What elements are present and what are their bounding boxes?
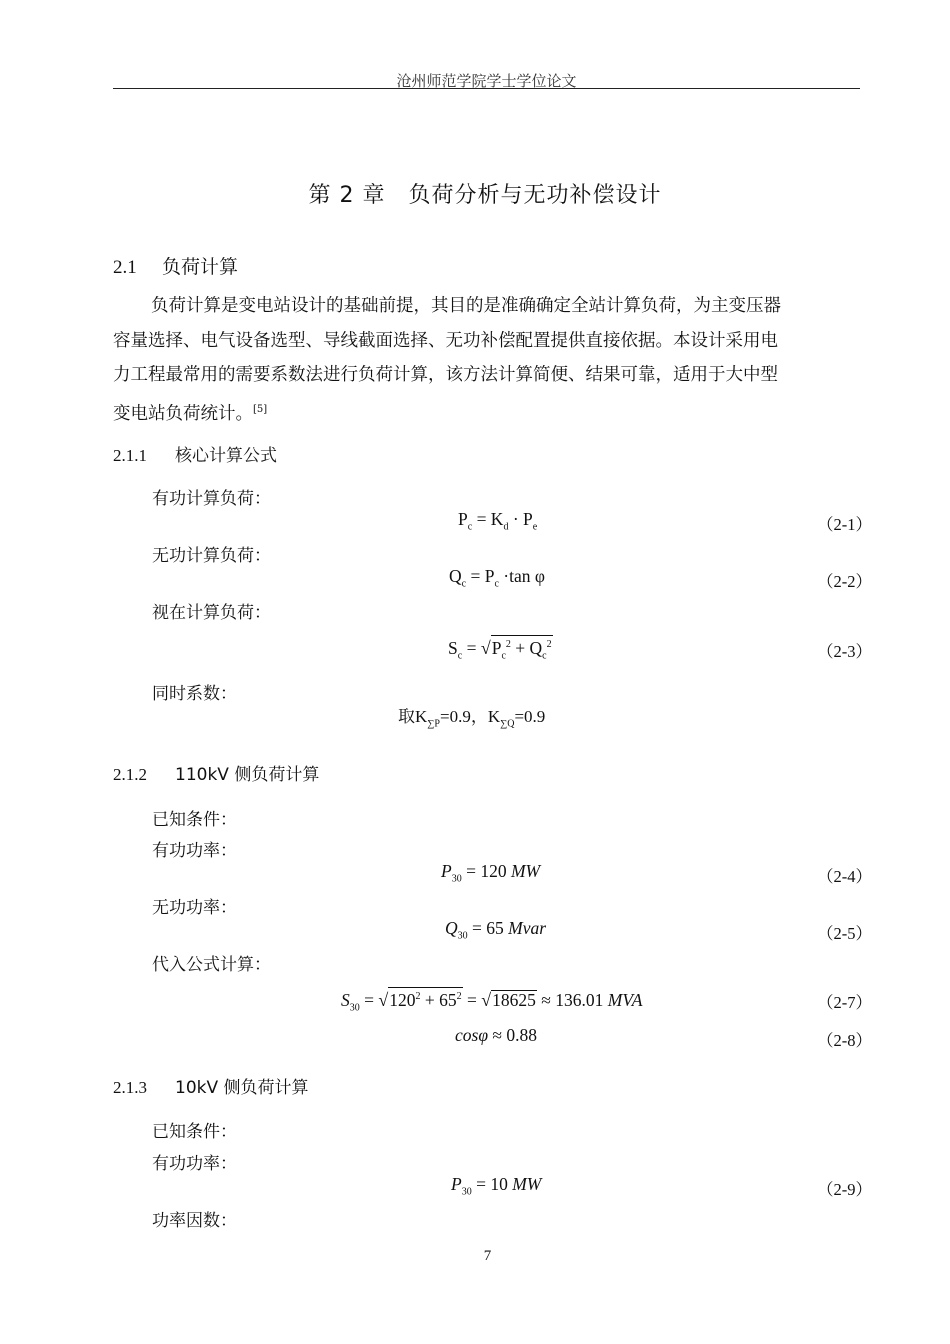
- equation-2-9: $P_{30} = 10$ MW: [451, 1174, 542, 1198]
- paragraph-line: 容量选择、电气设备选型、导线截面选择、无功补偿配置提供直接依据。本设计采用电: [113, 330, 778, 351]
- label-known: 已知条件：: [152, 1122, 237, 1142]
- simultaneity-values: 取$K_{\sum P}=0.9$，$K_{\sum Q}=0.9$: [398, 707, 546, 730]
- label-power-factor: 功率因数：: [152, 1211, 237, 1231]
- label-simultaneity: 同时系数：: [152, 684, 237, 704]
- intro-paragraph: [113, 289, 861, 431]
- section-number: 2.1.3: [113, 1078, 147, 1097]
- label-reactive-load: 无功计算负荷：: [152, 546, 271, 566]
- label-active-load: 有功计算负荷：: [152, 489, 271, 509]
- equation-2-8: cosφ ≈ 0.88: [455, 1025, 537, 1045]
- label-active-power: 有功功率：: [152, 1154, 237, 1174]
- equation-number: （2-9）: [817, 1180, 872, 1199]
- page-number: 7: [483, 1248, 492, 1264]
- section-title: 核心计算公式: [175, 446, 277, 466]
- equation-2-3: $S_c = √P_c^2 + Q_c^2$: [448, 635, 553, 665]
- section-number: 2.1.1: [113, 446, 147, 465]
- equation-2-1: $P_c = K_d \cdot P_e$: [458, 509, 538, 533]
- equation-number: （2-3）: [817, 642, 872, 661]
- section-title: 110kV 侧负荷计算: [175, 765, 320, 785]
- paragraph-line: 负荷计算是变电站设计的基础前提，其目的是准确确定全站计算负荷，为主变压器: [151, 296, 781, 316]
- equation-2-4: $P_{30} = 120$ MW: [441, 861, 541, 885]
- section-title: 10kV 侧负荷计算: [175, 1078, 309, 1098]
- section-heading-2-1-2: [113, 760, 319, 785]
- citation-ref: [5]: [253, 403, 268, 415]
- section-heading-2-1-3: [113, 1073, 309, 1098]
- equation-2-5: $Q_{30} = 65$ Mvar: [445, 918, 547, 942]
- label-substitute: 代入公式计算：: [152, 955, 271, 975]
- equation-2-2: $Q_c = P_c \cdot\tan$ φ: [449, 566, 545, 590]
- section-number: 2.1.2: [113, 765, 147, 784]
- label-active-power: 有功功率：: [152, 841, 237, 861]
- label-apparent-load: 视在计算负荷：: [152, 603, 271, 623]
- section-number: 2.1: [113, 257, 137, 278]
- paragraph-line: 变电站负荷统计。: [113, 403, 253, 424]
- label-known: 已知条件：: [152, 810, 237, 830]
- equation-number: （2-1）: [817, 515, 872, 534]
- equation-2-7: $S_{30} = √120^2 + 65^2 = √18625 \approx 136.01$ MVA: [341, 987, 642, 1013]
- section-heading-2-1: [113, 252, 238, 279]
- equation-number: （2-2）: [817, 572, 872, 591]
- equation-number: （2-7）: [817, 993, 872, 1012]
- section-title: 负荷计算: [162, 256, 239, 278]
- equation-number: （2-5）: [817, 924, 872, 943]
- label-reactive-power: 无功功率：: [152, 898, 237, 918]
- equation-number: （2-4）: [817, 867, 872, 886]
- equation-number: （2-8）: [817, 1031, 872, 1050]
- page-header: 沧州师范学院学士学位论文: [396, 72, 577, 90]
- chapter-title: 第 2 章 负荷分析与无功补偿设计: [308, 183, 662, 208]
- section-heading-2-1-1: [113, 441, 277, 466]
- header-divider: [113, 88, 860, 89]
- paragraph-line: 力工程最常用的需要系数法进行负荷计算，该方法计算简便、结果可靠，适用于大中型: [113, 365, 778, 385]
